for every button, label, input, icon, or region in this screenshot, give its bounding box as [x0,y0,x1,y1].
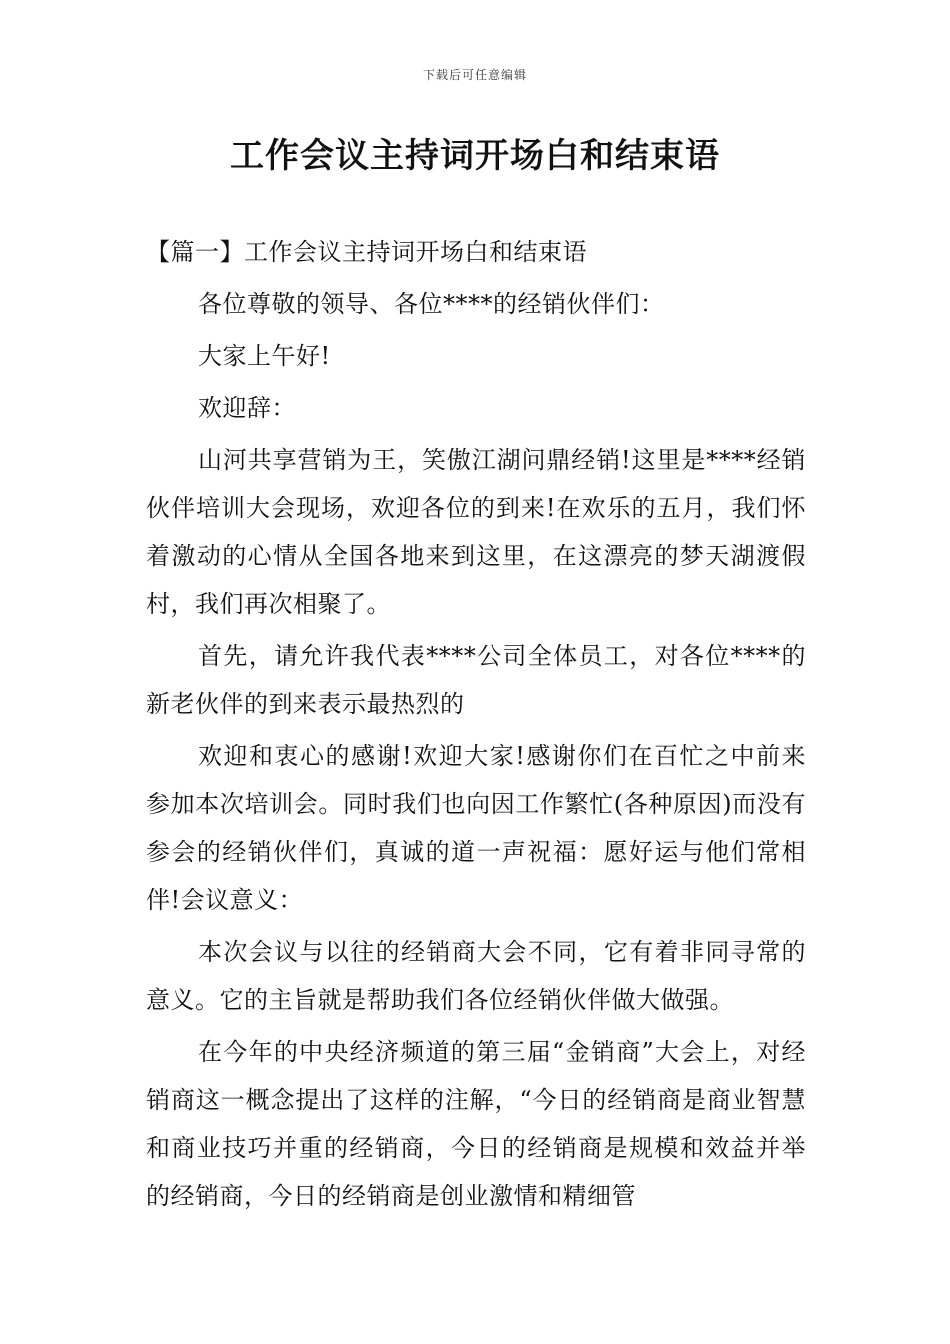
paragraph-meeting-significance: 本次会议与以往的经销商大会不同，它有着非同寻常的意义。它的主旨就是帮助我们各位经销伙伴做大做强。 [146,938,806,1014]
document-title: 工作会议主持词开场白和结束语 [230,136,720,176]
paragraph-welcome-speech: 山河共享营销为王，笑傲江湖问鼎经销!这里是****经销伙伴培训大会现场，欢迎各位的到来!在欢乐的五月，我们怀着激动的心情从全国各地来到这里，在这漂亮的梦天湖渡假村，我们再次相聚了。 [146,446,806,618]
paragraph-welcome-heading: 欢迎辞： [198,394,296,422]
section-heading: 【篇一】工作会议主持词开场白和结束语 [146,238,587,266]
document-body [146,228,806,1224]
paragraph-thanks: 欢迎和衷心的感谢!欢迎大家!感谢你们在百忙之中前来参加本次培训会。同时我们也向因工作繁忙(各种原因)而没有参会的经销伙伴们，真诚的道一声祝福：愿好运与他们常相伴!会议意义： [146,742,806,914]
paragraph-good-morning: 大家上午好! [198,342,331,370]
paragraph-on-behalf: 首先，请允许我代表****公司全体员工，对各位****的新老伙伴的到来表示最热烈的 [146,642,806,718]
header-note: 下载后可任意编辑 [422,68,527,82]
paragraph-greeting: 各位尊敬的领导、各位****的经销伙伴们： [198,290,665,318]
paragraph-cctv-conference: 在今年的中央经济频道的第三届“金销商”大会上，对经销商这一概念提出了这样的注解，“今日的经销商是商业智慧和商业技巧并重的经销商，今日的经销商是规模和效益并举的经销商，今日的经销商是创业激情和精细管 [146,1038,806,1210]
